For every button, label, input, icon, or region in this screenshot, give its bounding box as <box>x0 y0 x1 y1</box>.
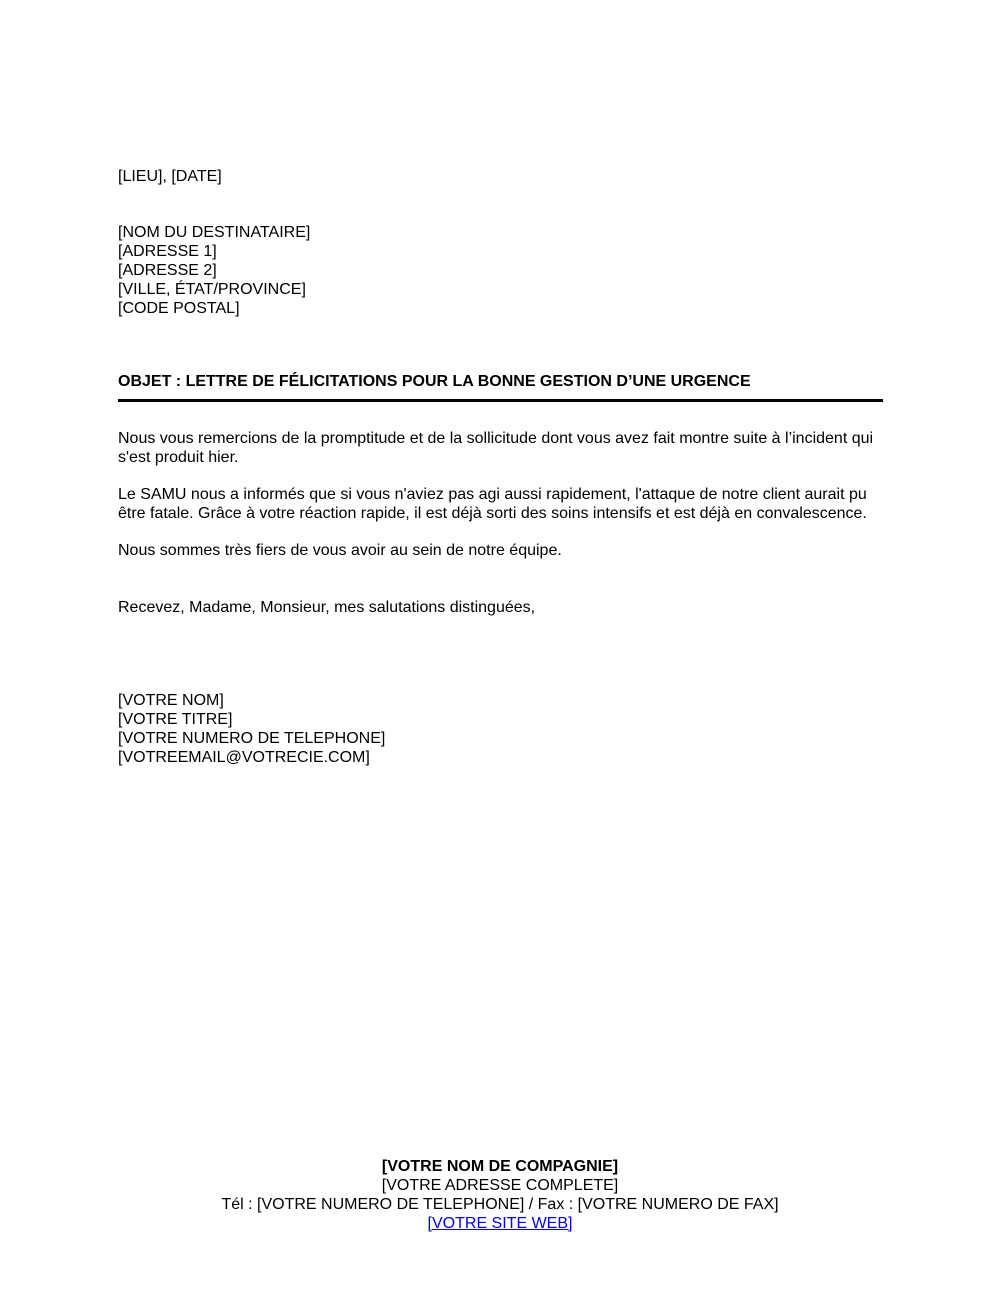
signature-phone: [VOTRE NUMERO DE TELEPHONE] <box>118 730 386 747</box>
closing <box>118 598 888 617</box>
paragraph-text: Le SAMU nous a informés que si vous n'aviez pas agi aussi rapidement, l'attaque de notre client aurait pu être fatale. Grâce à votre réaction rapide, il est déjà sorti des soins intensifs et est déjà en convalescence. <box>118 486 867 522</box>
closing-text: Recevez, Madame, Monsieur, mes salutations distinguées, <box>118 599 536 616</box>
paragraph-text: Nous sommes très fiers de vous avoir au sein de notre équipe. <box>118 542 562 559</box>
signature-block <box>118 691 888 767</box>
recipient-block <box>118 223 888 318</box>
footer-address: [VOTRE ADRESSE COMPLETE] <box>381 1177 619 1194</box>
subject-line: OBJET : LETTRE DE FÉLICITATIONS POUR LA BONNE GESTION D’UNE URGENCE <box>118 373 751 390</box>
paragraph-2 <box>118 485 888 523</box>
recipient-address-1: [ADRESSE 1] <box>118 243 217 260</box>
paragraph-text: Nous vous remercions de la promptitude et de la sollicitude dont vous avez fait montre suite à l’incident qui s'est produit hier. <box>118 430 874 466</box>
recipient-address-2: [ADRESSE 2] <box>118 262 217 279</box>
signature-email: [VOTREEMAIL@VOTRECIE.COM] <box>118 749 370 766</box>
footer-website-link[interactable]: [VOTRE SITE WEB] <box>427 1215 573 1232</box>
recipient-name: [NOM DU DESTINATAIRE] <box>118 224 311 241</box>
place-date <box>118 167 888 186</box>
paragraph-3 <box>118 541 888 560</box>
subject-divider <box>118 399 883 402</box>
signature-name: [VOTRE NOM] <box>118 692 224 709</box>
footer-contact: Tél : [VOTRE NUMERO DE TELEPHONE] / Fax : [VOTRE NUMERO DE FAX] <box>221 1196 779 1213</box>
recipient-city-state: [VILLE, ÉTAT/PROVINCE] <box>118 281 306 298</box>
signature-title: [VOTRE TITRE] <box>118 711 233 728</box>
letterhead-footer <box>0 1157 1000 1233</box>
paragraph-1 <box>118 429 888 467</box>
footer-company: [VOTRE NOM DE COMPAGNIE] <box>381 1158 619 1175</box>
recipient-postal-code: [CODE POSTAL] <box>118 300 240 317</box>
place-date-text: [LIEU], [DATE] <box>118 168 222 185</box>
